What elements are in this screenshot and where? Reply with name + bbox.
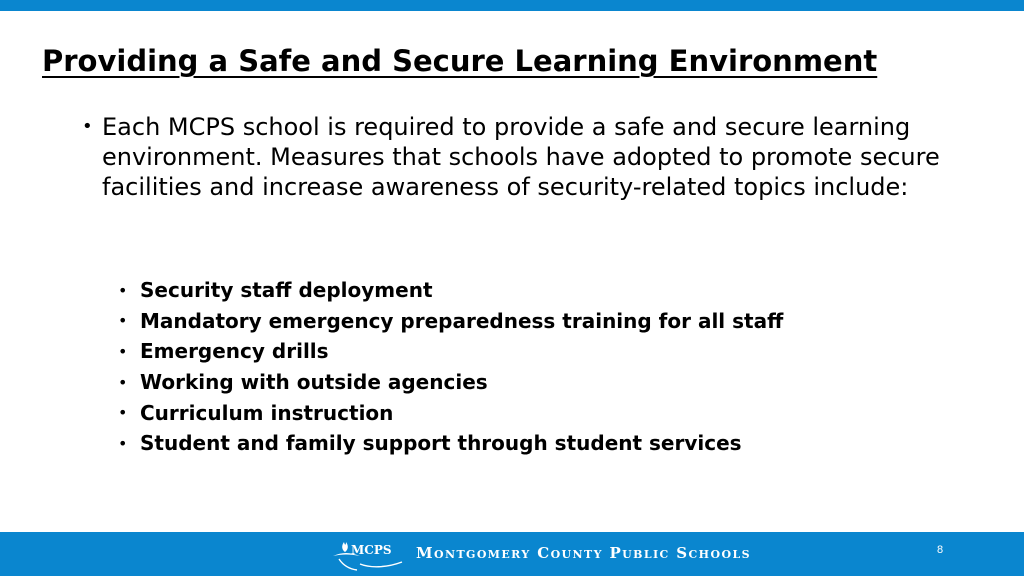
footer-bar (0, 532, 1024, 576)
intro-text: Each MCPS school is required to provide a safe and secure learning environment. Measures that schools have adopted to promote secure facilities and increase awareness of security-related topics include: (102, 113, 940, 201)
top-accent-bar (0, 0, 1024, 11)
bullet-glyph: • (82, 116, 93, 137)
intro-paragraph (82, 112, 942, 202)
measure-text: Mandatory emergency preparedness training for all staff (140, 308, 784, 333)
list-item (118, 306, 783, 337)
logo-wordmark: MCPS (351, 543, 392, 557)
bullet-glyph: • (118, 433, 128, 453)
measure-text: Emergency drills (140, 339, 329, 364)
swoosh-icon (339, 559, 357, 570)
bullet-glyph: • (118, 403, 128, 423)
flame-icon (342, 542, 348, 552)
swoosh-icon (360, 562, 402, 567)
bullet-glyph: • (118, 311, 128, 331)
measure-text: Curriculum instruction (140, 400, 394, 425)
list-item (118, 336, 783, 367)
bullet-glyph: • (118, 372, 128, 392)
mcps-logo (330, 535, 412, 573)
page-number: 8 (937, 544, 944, 556)
district-name: Montgomery County Public Schools (416, 544, 751, 562)
measure-text: Security staff deployment (140, 278, 433, 303)
list-item (118, 397, 783, 428)
list-item (118, 367, 783, 398)
measures-list (118, 275, 783, 459)
measure-text: Working with outside agencies (140, 370, 488, 395)
measure-text: Student and family support through student services (140, 431, 742, 456)
list-item (118, 275, 783, 306)
bullet-glyph: • (118, 341, 128, 361)
slide-title: Providing a Safe and Secure Learning Environment (42, 44, 878, 78)
list-item (118, 428, 783, 459)
bullet-glyph: • (118, 280, 128, 300)
